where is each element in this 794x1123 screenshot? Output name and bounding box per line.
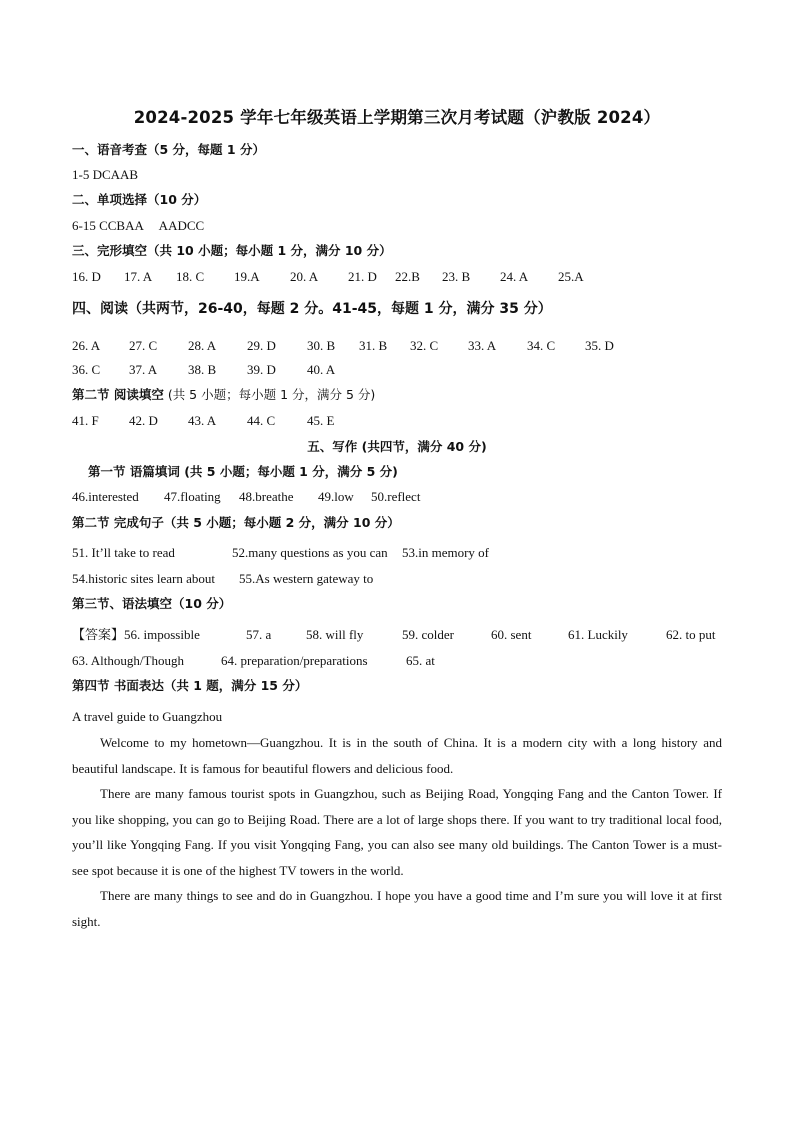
- answer-item: 64. preparation/preparations: [221, 653, 368, 668]
- answer-item: 58. will fly: [306, 627, 364, 642]
- section4-part2-header: [72, 387, 375, 403]
- answer-item: 29. D: [247, 338, 276, 353]
- answer-item: 52.many questions as you can: [232, 545, 388, 560]
- answer-item: 35. D: [585, 338, 614, 353]
- section2-answers: 6-15 CCBAA AADCC: [72, 218, 205, 233]
- section4-header: 四、阅读（共两节，26-40，每题 2 分。41-45，每题 1 分，满分 35 分）: [72, 301, 552, 317]
- answer-item: 34. C: [527, 338, 556, 353]
- answer-item: 53.in memory of: [402, 545, 490, 560]
- answer-item: 37. A: [129, 362, 158, 377]
- answer-item: 27. C: [129, 338, 158, 353]
- answer-item: 45. E: [307, 413, 335, 428]
- answer-item: 47.floating: [164, 489, 221, 504]
- answer-item: 44. C: [247, 413, 276, 428]
- answer-item: 23. B: [442, 269, 471, 284]
- answer-item: 59. colder: [402, 627, 454, 642]
- section3-header: 三、完形填空（共 10 小题；每小题 1 分，满分 10 分）: [72, 243, 392, 258]
- answer-item: 【答案】56. impossible: [72, 627, 200, 642]
- answer-item: 60. sent: [491, 627, 532, 642]
- answer-item: 24. A: [500, 269, 529, 284]
- answer-item: 46.interested: [72, 489, 139, 504]
- answer-item: 62. to put: [666, 627, 716, 642]
- answer-item: 57. a: [246, 627, 272, 642]
- section1-answers: 1-5 DCAAB: [72, 167, 139, 182]
- answer-item: 65. at: [406, 653, 435, 668]
- answer-item: 48.breathe: [239, 489, 294, 504]
- answer-item: 32. C: [410, 338, 439, 353]
- essay-title: A travel guide to Guangzhou: [72, 709, 223, 724]
- answer-item: 39. D: [247, 362, 276, 377]
- answer-item: 25.A: [558, 269, 584, 284]
- answer-item: 36. C: [72, 362, 101, 377]
- answer-item: 54.historic sites learn about: [72, 571, 215, 586]
- answer-item: 18. C: [176, 269, 205, 284]
- answer-item: 55.As western gateway to: [239, 571, 374, 586]
- part2-scoring: (共 5 小题；每小题 1 分，满分 5 分): [163, 387, 376, 402]
- answer-item: 30. B: [307, 338, 336, 353]
- answer-item: 31. B: [359, 338, 388, 353]
- answer-item: 50.reflect: [371, 489, 421, 504]
- section5-part2-header: 第二节 完成句子（共 5 小题；每小题 2 分，满分 10 分）: [72, 515, 400, 530]
- answer-item: 63. Although/Though: [72, 653, 184, 668]
- section2-header: 二、单项选择（10 分）: [72, 192, 207, 207]
- answer-item: 20. A: [290, 269, 319, 284]
- answer-item: 33. A: [468, 338, 497, 353]
- essay-paragraph-2: There are many famous tourist spots in Guangzhou, such as Beijing Road, Yongqing Fang and the Canton Tower. If you like shopping, you can go to Beijing Road. There are a lot of large shops there. If you want to try traditional local food, you’ll like Yongqing Fang. If you visit Yongqing Fang, you can also see many old buildings. The Canton Tower is a must-see spot because it is one of the highest TV towers in the world.: [72, 786, 722, 878]
- answer-item: 40. A: [307, 362, 336, 377]
- answer-item: 49.low: [318, 489, 354, 504]
- answer-item: 28. A: [188, 338, 217, 353]
- answer-item: 26. A: [72, 338, 101, 353]
- answer-item: 22.B: [395, 269, 420, 284]
- essay-paragraph-3: There are many things to see and do in Guangzhou. I hope you have a good time and I’m sure you will love it at first sight.: [72, 888, 722, 929]
- answer-item: 38. B: [188, 362, 217, 377]
- answer-item: 51. It’ll take to read: [72, 545, 175, 560]
- answer-item: 21. D: [348, 269, 377, 284]
- essay-paragraph-1: Welcome to my hometown—Guangzhou. It is in the south of China. It is a modern city with a long history and beautiful landscape. It is famous for beautiful flowers and delicious food.: [72, 735, 722, 776]
- section1-header: 一、语音考查（5 分，每题 1 分）: [72, 142, 265, 157]
- answer-item: 41. F: [72, 413, 99, 428]
- section5-part3-header: 第三节、语法填空（10 分）: [72, 596, 232, 611]
- answer-item: 61. Luckily: [568, 627, 628, 642]
- section5-part1-header: 第一节 语篇填词 (共 5 小题；每小题 1 分，满分 5 分): [88, 464, 398, 479]
- answer-item: 17. A: [124, 269, 153, 284]
- part2-title: 第二节 阅读填空: [72, 387, 164, 402]
- section5-part4-header: 第四节 书面表达（共 1 题，满分 15 分）: [72, 678, 308, 693]
- answer-item: 16. D: [72, 269, 101, 284]
- answer-item: 43. A: [188, 413, 217, 428]
- section5-header: 五、写作 (共四节，满分 40 分): [307, 439, 487, 454]
- page-title: 2024-2025 学年七年级英语上学期第三次月考试题（沪教版 2024）: [133, 108, 661, 127]
- answer-item: 42. D: [129, 413, 158, 428]
- answer-item: 19.A: [234, 269, 260, 284]
